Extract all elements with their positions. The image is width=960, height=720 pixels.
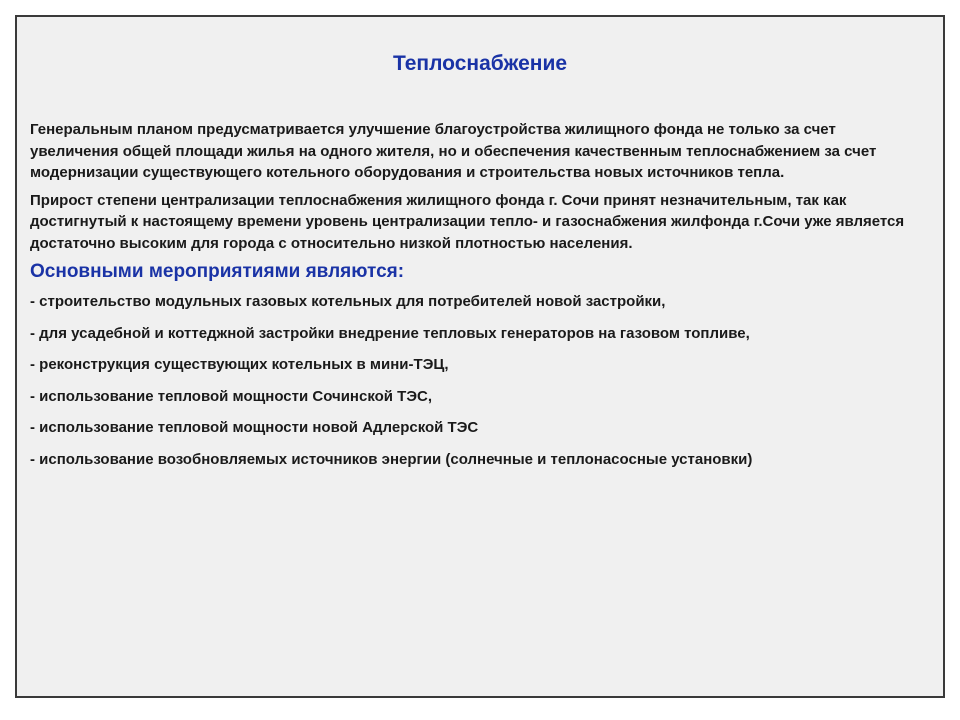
measures-heading: Основными мероприятиями являются:	[30, 261, 405, 282]
paragraph-general-plan: Генеральным планом предусматривается улучшение благоустройства жилищного фонда не только за счет увеличения общей площади жилья на одного жителя, но и обеспечения качественным теплоснабжением за счет модернизации существующего котельного оборудования и строительства новых источников тепла.	[30, 121, 877, 181]
measure-item-gas-generators: - для усадебной и коттеджной застройки внедрение тепловых генераторов на газовом топливе,	[30, 324, 750, 342]
measure-item-renewables: - использование возобновляемых источников энергии (солнечные и теплонасосные установки)	[30, 450, 753, 468]
measure-item-mini-chp: - реконструкция существующих котельных в мини-ТЭЦ,	[30, 356, 449, 373]
measure-item-modular-boilers: - строительство модульных газовых котельных для потребителей новой застройки,	[30, 293, 666, 310]
measure-item-adler-tes: - использование тепловой мощности новой Адлерской ТЭС	[30, 419, 479, 436]
paragraph-centralization: Прирост степени централизации теплоснабжения жилищного фонда г. Сочи принят незначительным, так как достигнутый к настоящему времени уровень централизации тепло- и газоснабжения жилфонда г.Сочи уже является достаточно высоким для города с относительно низкой плотностью населения.	[30, 191, 905, 252]
measure-item-sochi-tes: - использование тепловой мощности Сочинской ТЭС,	[30, 387, 433, 405]
slide-body	[30, 119, 920, 480]
slide-title: Теплоснабжение	[392, 52, 568, 75]
slide-frame	[15, 15, 945, 698]
